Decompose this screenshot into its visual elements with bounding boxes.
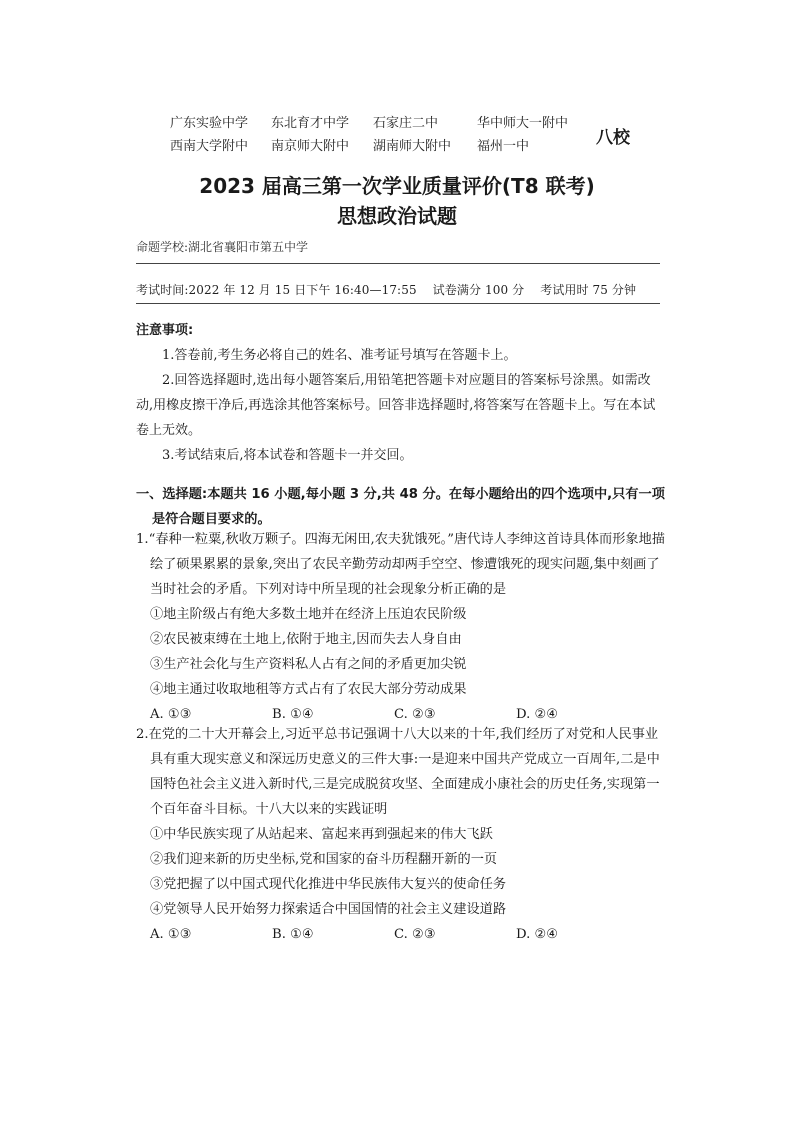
question-stem: 1.“春种一粒粟,秋收万颗子。四海无闲田,农夫犹饿死。”唐代诗人李绅这首诗具体而形象地描绘了硕果累累的景象,突出了农民辛勤劳动却两手空空、惨遭饿死的现实问题,集中刻画了当时社会的矛盾。下列对诗中所呈现的社会现象分析正确的是 xyxy=(136,532,665,597)
question-option: ④地主通过收取地租等方式占有了农民大部分劳动成果 xyxy=(150,682,467,697)
notice-block xyxy=(136,318,666,468)
school-list xyxy=(170,112,587,158)
divider xyxy=(136,263,660,264)
question-2 xyxy=(136,722,666,947)
school-name: 华中师大一附中 xyxy=(477,116,569,131)
section-heading xyxy=(136,482,666,532)
answer-choice: D. ②④ xyxy=(516,927,559,942)
section-heading-line: 一、选择题:本题共 16 小题,每小题 3 分,共 48 分。在每小题给出的四个选项中,只有一项 xyxy=(136,487,665,502)
school-name: 东北育才中学 xyxy=(271,116,350,131)
notice-item: 3.考试结束后,将本试卷和答题卡一并交回。 xyxy=(162,448,413,463)
question-1 xyxy=(136,527,666,727)
school-name: 南京师大附中 xyxy=(271,139,350,154)
school-row-1 xyxy=(170,112,587,135)
question-option: ②我们迎来新的历史坐标,党和国家的奋斗历程翻开新的一页 xyxy=(150,852,498,867)
maker-school: 命题学校:湖北省襄阳市第五中学 xyxy=(136,240,309,254)
question-option: ①地主阶级占有绝大多数土地并在经济上压迫农民阶级 xyxy=(150,607,467,622)
section-heading-line: 是符合题目要求的。 xyxy=(152,512,271,527)
answer-choice: B. ①④ xyxy=(272,927,314,942)
school-name: 湖南师大附中 xyxy=(373,139,452,154)
notice-item: 1.答卷前,考生务必将自己的姓名、准考证号填写在答题卡上。 xyxy=(162,348,517,363)
answer-choice: A. ①③ xyxy=(150,927,192,942)
question-option: ③生产社会化与生产资料私人占有之间的矛盾更加尖锐 xyxy=(150,657,467,672)
answer-choice: A. ①③ xyxy=(150,707,192,722)
answer-choice: C. ②③ xyxy=(394,927,436,942)
exam-title: 2023 届高三第一次学业质量评价(T8 联考) xyxy=(199,174,595,198)
exam-info: 考试时间:2022 年 12 月 15 日下午 16:40—17:55 试卷满分 100 分 考试用时 75 分钟 xyxy=(136,283,637,297)
divider xyxy=(136,303,660,304)
school-row-2 xyxy=(170,135,587,158)
school-name: 福州一中 xyxy=(477,139,530,154)
question-option: ②农民被束缚在土地上,依附于地主,因而失去人身自由 xyxy=(150,632,462,647)
schools-tag: 八校 xyxy=(596,128,630,148)
answer-choices xyxy=(136,922,666,947)
question-option: ③党把握了以中国式现代化推进中华民族伟大复兴的使命任务 xyxy=(150,877,507,892)
answer-choice: B. ①④ xyxy=(272,707,314,722)
school-name: 广东实验中学 xyxy=(170,116,249,131)
exam-subject: 思想政治试题 xyxy=(337,204,457,228)
question-option: ①中华民族实现了从站起来、富起来再到强起来的伟大飞跃 xyxy=(150,827,493,842)
school-name: 石家庄二中 xyxy=(373,116,439,131)
notice-heading: 注意事项: xyxy=(136,323,194,338)
school-name: 西南大学附中 xyxy=(170,139,249,154)
question-option: ④党领导人民开始努力探索适合中国国情的社会主义建设道路 xyxy=(150,902,507,917)
question-stem: 2.在党的二十大开幕会上,习近平总书记强调十八大以来的十年,我们经历了对党和人民事业具有重大现实意义和深远历史意义的三件大事:一是迎来中国共产党成立一百周年,二是中国特色社会主义进入新时代,三是完成脱贫攻坚、全面建成小康社会的历史任务,实现第一个百年奋斗目标。十八大以来的实践证明 xyxy=(136,727,660,817)
notice-item: 2.回答选择题时,选出每小题答案后,用铅笔把答题卡对应题目的答案标号涂黑。如需改动,用橡皮擦干净后,再选涂其他答案标号。回答非选择题时,将答案写在答题卡上。写在本试卷上无效。 xyxy=(136,373,656,438)
answer-choice: C. ②③ xyxy=(394,707,436,722)
answer-choice: D. ②④ xyxy=(516,707,559,722)
